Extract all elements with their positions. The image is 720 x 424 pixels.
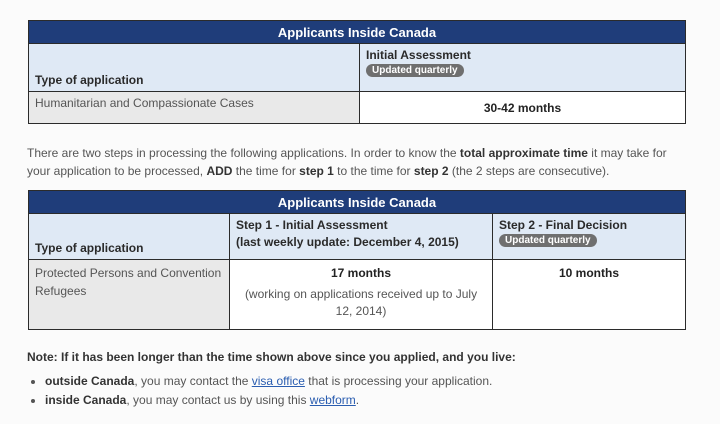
value-step1-note: (working on applications received up to July 12, 2014) <box>244 287 478 318</box>
row-label-protected-persons: Protected Persons and Convention Refugees <box>29 260 230 330</box>
note-text: Note: If it has been longer than the time shown above since you applied, and you live: <box>27 350 516 364</box>
visa-office-link[interactable]: visa office <box>251 374 305 388</box>
paragraph-text-4: to the time for <box>333 164 414 178</box>
paragraph-bold-step2: step 2 <box>413 164 449 178</box>
list-item-inside-canada <box>45 391 492 410</box>
paragraph-text-3: the time for <box>232 164 300 178</box>
column-header-type-label: Type of application <box>35 73 144 87</box>
bullet-bold-inside-canada: inside Canada <box>45 393 127 407</box>
value-step1-months: 17 months <box>330 266 391 280</box>
column-header-type-2-label: Type of application <box>35 241 144 255</box>
bullet-text-inside: , you may contact us by using this <box>126 393 310 407</box>
paragraph-bold-step1: step 1 <box>299 164 334 178</box>
processing-times-table-2 <box>28 190 686 330</box>
bullet-end-outside: that is processing your application. <box>304 374 493 388</box>
table-1-title: Applicants Inside Canada <box>29 21 686 44</box>
paragraph-bold-total-time: total approximate time <box>459 146 588 160</box>
row-label-humanitarian: Humanitarian and Compassionate Cases <box>29 92 360 124</box>
table-2-title: Applicants Inside Canada <box>29 191 686 214</box>
instruction-paragraph <box>27 144 692 180</box>
column-header-step2-title: Step 2 - Final Decision <box>499 218 628 232</box>
column-header-type <box>29 44 360 92</box>
bullet-bold-outside-canada: outside Canada <box>45 374 135 388</box>
bullet-text-outside: , you may contact the <box>134 374 252 388</box>
contact-options-list <box>27 372 492 410</box>
webform-link[interactable]: webform <box>309 393 356 407</box>
paragraph-text-5: (the 2 steps are consecutive). <box>448 164 610 178</box>
value-step1 <box>230 260 493 330</box>
column-header-step2 <box>493 214 686 260</box>
column-header-step1-title: Step 1 - Initial Assessment <box>236 218 388 232</box>
value-step2: 10 months <box>493 260 686 330</box>
list-item-outside-canada <box>45 372 492 391</box>
column-header-initial-assessment <box>360 44 686 92</box>
paragraph-text-2: it may take for your application to be processed, <box>27 146 667 178</box>
bullet-end-inside: . <box>355 393 360 407</box>
paragraph-text-1: There are two steps in processing the following applications. In order to know the <box>27 146 460 160</box>
paragraph-bold-add: ADD <box>206 164 233 178</box>
updated-quarterly-badge: Updated quarterly <box>366 64 464 77</box>
column-header-step1-update: (last weekly update: December 4, 2015) <box>236 235 459 249</box>
column-header-initial-assessment-label: Initial Assessment <box>366 48 471 62</box>
column-header-step1 <box>230 214 493 260</box>
processing-times-table-1 <box>28 20 686 124</box>
updated-quarterly-badge-2: Updated quarterly <box>499 234 597 247</box>
column-header-type-2 <box>29 214 230 260</box>
value-humanitarian: 30-42 months <box>360 92 686 124</box>
